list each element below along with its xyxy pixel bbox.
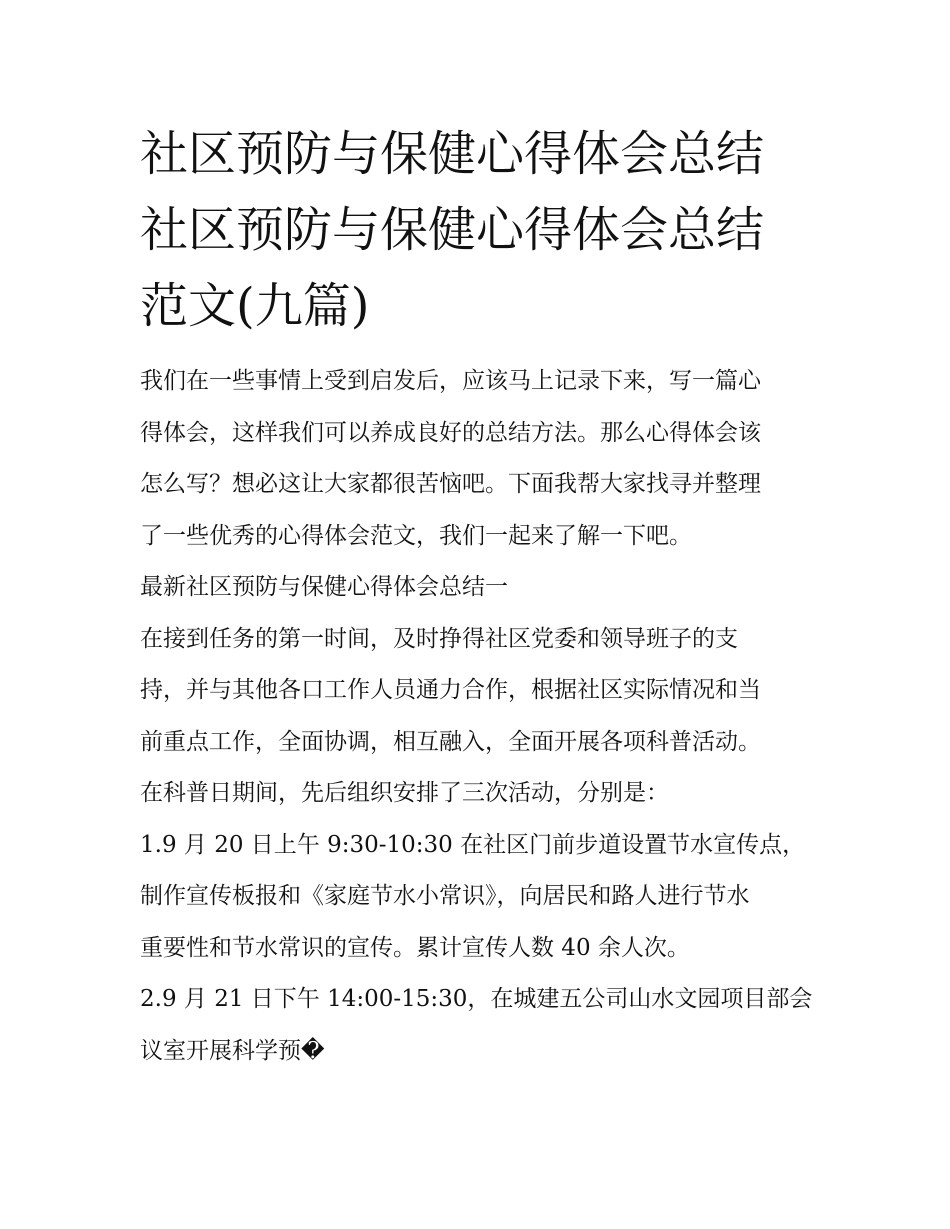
title-line: 社区预防与保健心得体会总结 [140,126,765,182]
paragraph-line: 持，并与其他各口工作人员通力合作，根据社区实际情况和当 [140,677,761,703]
paragraph-line: 重要性和节水常识的宣传。累计宣传人数 40 余人次。 [140,934,690,961]
paragraph-line: 制作宣传板报和《家庭节水小常识》，向居民和路人进行节水 [140,883,750,909]
document-title [140,116,830,344]
list-item: 2.9 月 21 日下午 14:00-15:30，在城建五公司山水文园项目部会 [140,986,813,1012]
title-line: 社区预防与保健心得体会总结 [140,202,765,258]
paragraph-line: 在接到任务的第一时间，及时挣得社区党委和领导班子的支 [140,625,738,652]
list-item: 1.9 月 20 日上午 9:30-10:30 在社区门前步道设置节水宣传点， [140,831,806,858]
paragraph-line: 了一些优秀的心得体会范文，我们一起来了解一下吧。 [140,522,692,549]
paragraph-line: 前重点工作，全面协调，相互融入，全面开展各项科普活动。 [140,728,761,755]
paragraph-line: 在科普日期间，先后组织安排了三次活动，分别是： [140,780,669,806]
paragraph-line: 得体会，这样我们可以养成良好的总结方法。那么心得体会该 [140,419,761,446]
document-body [140,356,830,1077]
paragraph-line: 议室开展科学预� [140,1037,325,1064]
title-line: 范文(九篇) [140,278,370,334]
section-heading: 最新社区预防与保健心得体会总结一 [140,574,508,600]
paragraph-line: 怎么写？想必这让大家都很苦恼吧。下面我帮大家找寻并整理 [140,471,761,497]
paragraph-line: 我们在一些事情上受到启发后，应该马上记录下来，写一篇心 [140,368,761,394]
